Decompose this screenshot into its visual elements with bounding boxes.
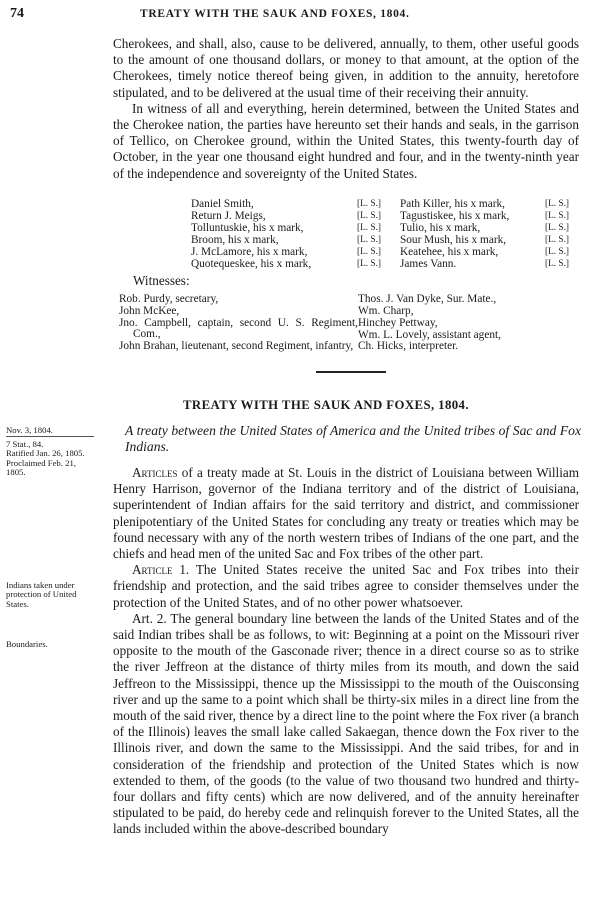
paragraph-article-2: [113, 611, 579, 838]
witness-left-1: Rob. Purdy, secretary,: [119, 293, 219, 305]
treaty-title: TREATY WITH THE SAUK AND FOXES, 1804.: [183, 398, 469, 412]
seal-right-4: [L. S.]: [545, 235, 570, 245]
margin-stat-note: 7 Stat., 84. Ratified Jan. 26, 1805. Proclaimed Feb. 21, 1805.: [6, 439, 85, 477]
article-2-text: The general boundary line between the lands of the United States and of the said Indian tribes shall be as follows, to wit: Beginning at a point on the Missouri river opposite to the mouth of the Gasconade river; thence in a direct course so as to strike the river Jeffreon at the distance of thirty miles from its mouth, and down the said Jeffreon to the Mississippi, thence up the Mississippi to the mouth of the Ouisconsing river and up the same to a point which shall be thirty-six miles in a direct line from the mouth of the said river, thence by a direct line to the point where the Fox river (a branch of the Illinois) leaves the small lake called Sakaegan, thence down the Fox river to the Illinois river, and down the same to the Mississippi. And the said tribes, for and in consideration of the friendship and protection of the United States which is now extended to them, of the goods (to the value of two thousand two hundred and thirty-four dollars and fifty cents) which are now delivered, and of the annuity hereinafter stipulated to be paid, do hereby cede and relinquish forever to the United States, all the lands included within the above-described boundary: [113, 610, 579, 837]
seal-left-6: [L. S.]: [357, 259, 382, 269]
witness-left-3: Jno. Campbell, captain, second U. S. Regiment, Com.,: [119, 317, 358, 341]
seal-left-1: [L. S.]: [357, 199, 382, 209]
signature-left-3: Tolluntuskie, his x mark,: [191, 222, 304, 234]
treaty-subtitle: A treaty between the United States of America and the United tribes of Sac and Fox Indians.: [125, 423, 581, 454]
section-divider: [316, 371, 386, 373]
seal-right-2: [L. S.]: [545, 211, 570, 221]
witness-left-2: John McKee,: [119, 305, 180, 317]
preamble-text: of a treaty made at St. Louis in the district of Louisiana between William Henry Harrison, governor of the Indiana territory and of the district of Louisiana, superintendent of Indian affairs for the said territory and district, and commissioner plenipotentiary of the United States for concluding any treaty or treaties which may be found necessary with any of the north western tribes of Indians of the one part, and the chiefs and head men of the united Sac and Fox tribes of the other part.: [113, 465, 579, 562]
margin-indians-note: Indians taken under protection of United States.: [6, 580, 77, 609]
paragraph-article-1: [113, 562, 579, 611]
witness-right-5: Ch. Hicks, interpreter.: [358, 340, 459, 352]
article-2-lead: Art. 2.: [132, 610, 167, 626]
seal-right-3: [L. S.]: [545, 223, 570, 233]
witness-right-1: Thos. J. Van Dyke, Sur. Mate.,: [358, 293, 497, 305]
witness-right-2: Wm. Charp,: [358, 305, 414, 317]
signature-left-2: Return J. Meigs,: [191, 210, 266, 222]
seal-right-6: [L. S.]: [545, 259, 570, 269]
signature-right-6: James Vann.: [400, 258, 457, 270]
signature-right-1: Path Killer, his x mark,: [400, 198, 505, 210]
signature-left-5: J. McLamore, his x mark,: [191, 246, 308, 258]
paragraph-cherokee-goods: Cherokees, and shall, also, cause to be delivered, annually, to them, other useful goods to the amount of one thousand dollars, or money to that amount, at the option of the Cherokees, timely notice thereof being given, in addition to the annuity, heretofore stipulated, and to be delivered at the usual time of their receiving their annuity.: [113, 36, 579, 100]
treaty-body: [113, 465, 579, 838]
margin-rule: [6, 436, 94, 437]
preamble-lead: Articles: [132, 465, 178, 480]
witness-left-4: John Brahan, lieutenant, second Regiment, infantry,: [119, 340, 354, 352]
seal-left-2: [L. S.]: [357, 211, 382, 221]
top-text: [113, 36, 579, 182]
seal-left-4: [L. S.]: [357, 235, 382, 245]
signature-left-1: Daniel Smith,: [191, 198, 254, 210]
signature-right-5: Keatehee, his x mark,: [400, 246, 499, 258]
seal-left-5: [L. S.]: [357, 247, 382, 257]
seal-right-5: [L. S.]: [545, 247, 570, 257]
witness-right-4: Wm. L. Lovely, assistant agent,: [358, 329, 501, 341]
signature-right-4: Sour Mush, his x mark,: [400, 234, 507, 246]
seal-right-1: [L. S.]: [545, 199, 570, 209]
witnesses-heading: Witnesses:: [133, 273, 190, 288]
signature-right-3: Tulio, his x mark,: [400, 222, 481, 234]
article-1-text: The United States receive the united Sac and Fox tribes into their friendship and protection, and the said tribes agree to consider themselves under the protection of the United States, and of no other power whatsoever.: [113, 562, 579, 610]
signature-left-6: Quotequeskee, his x mark,: [191, 258, 312, 270]
witness-right-3: Hinchey Pettway,: [358, 317, 438, 329]
running-title: TREATY WITH THE SAUK AND FOXES, 1804.: [140, 8, 410, 20]
signature-right-2: Tagustiskee, his x mark,: [400, 210, 510, 222]
article-1-lead: Article 1.: [132, 562, 190, 578]
paragraph-in-witness: In witness of all and everything, herein determined, between the United States and the Cherokee nation, the parties have hereunto set their hands and seals, in the garrison of Tellico, on Cherokee ground, within the United States, this twenty-fourth day of October, in the year one thousand eight hundred and four, and in the twenty-ninth year of the independence and sovereignty of the United States.: [113, 100, 579, 181]
margin-date: Nov. 3, 1804.: [6, 425, 53, 435]
paragraph-preamble: [113, 465, 579, 562]
signature-left-4: Broom, his x mark,: [191, 234, 279, 246]
margin-boundaries-note: Boundaries.: [6, 639, 48, 649]
seal-left-3: [L. S.]: [357, 223, 382, 233]
page-number: 74: [10, 6, 24, 21]
